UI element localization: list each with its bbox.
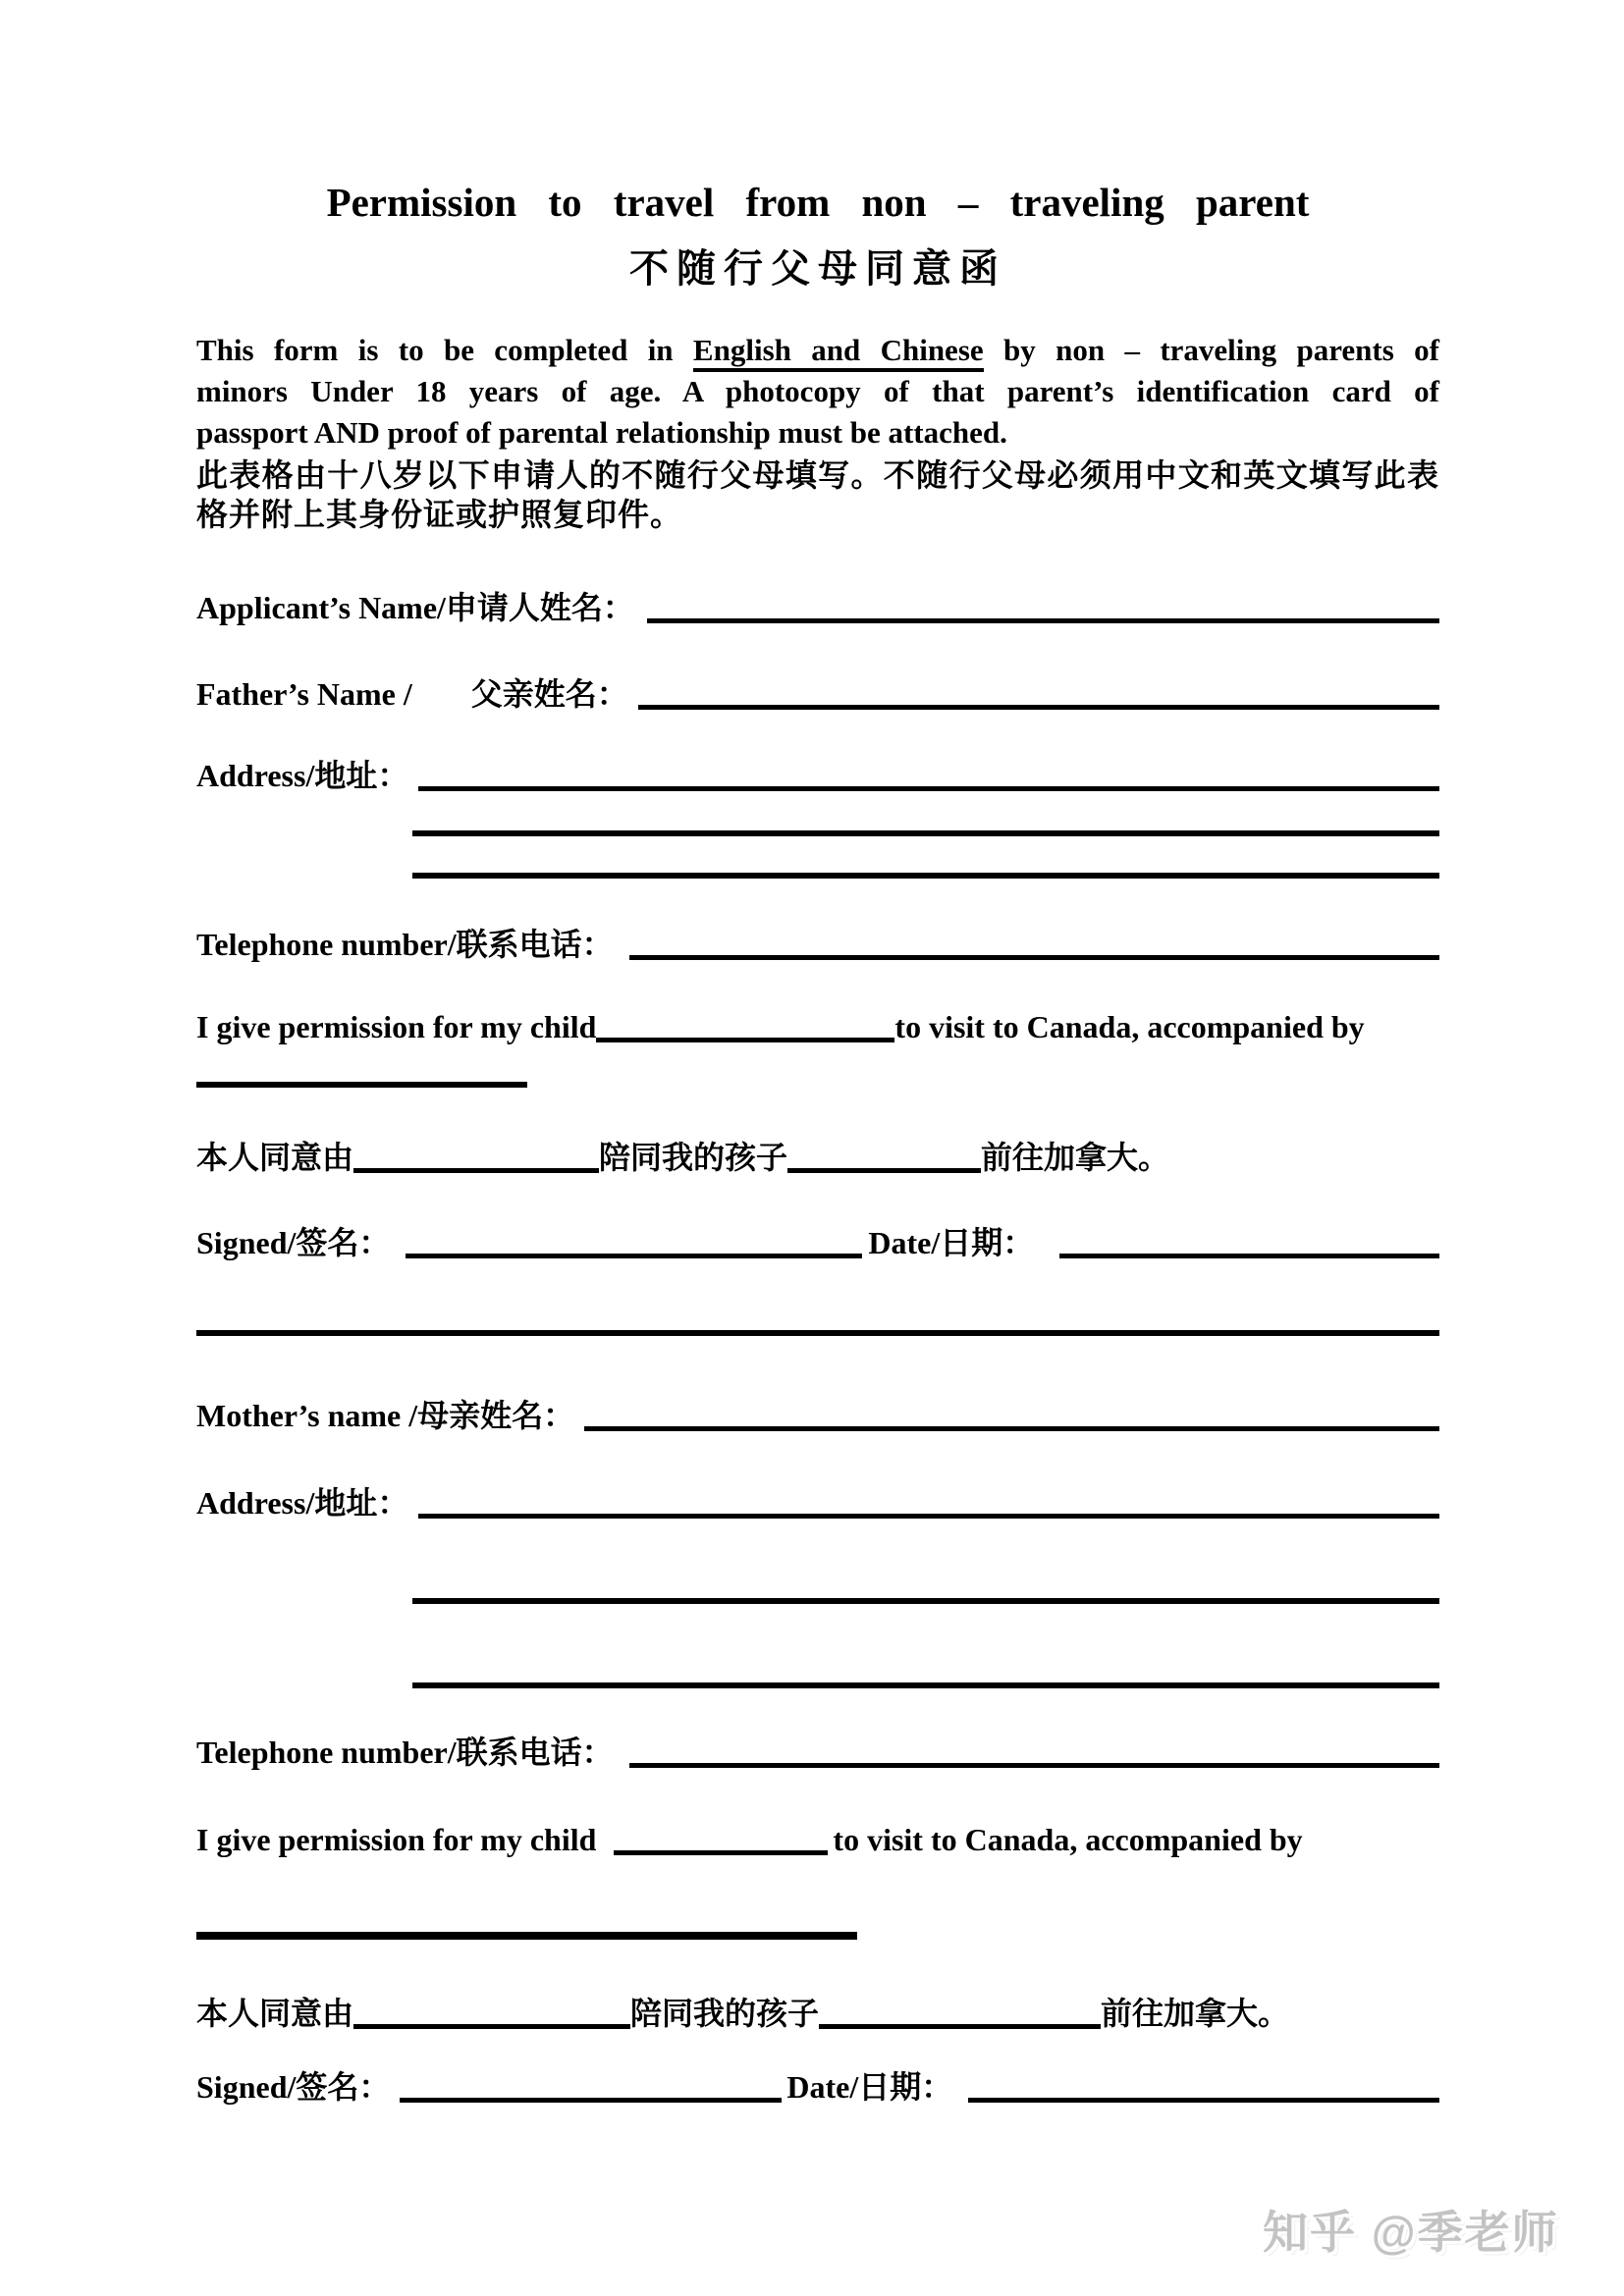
- mother-telephone-blank: [629, 1763, 1439, 1768]
- applicant-name-blank: [647, 618, 1439, 623]
- page-subtitle-cn: 不随行父母同意函: [629, 246, 1006, 291]
- father-consent-seg1: 本人同意由: [196, 1140, 354, 1175]
- mother-date-label: Date/日期：: [786, 2069, 953, 2105]
- mother-consent-seg2: 陪同我的孩子: [630, 1996, 820, 2031]
- mother-accompanier-blank: [196, 1932, 857, 1940]
- father-date-blank: [1059, 1254, 1439, 1258]
- section-divider: [196, 1330, 1439, 1336]
- mother-consent-seg3: 前往加拿大。: [1101, 1996, 1290, 2031]
- mother-address-blank-1: [418, 1514, 1439, 1519]
- father-telephone-label: Telephone number/联系电话：: [196, 927, 614, 962]
- father-name-blank: [638, 705, 1439, 710]
- page-title: Permission to travel from non – traveling parent: [326, 180, 1310, 225]
- father-address-blank-3: [412, 873, 1439, 879]
- father-name-label-cn: 父亲姓名：: [470, 676, 628, 712]
- mother-permission-post: to visit to Canada, accompanied by: [833, 1822, 1303, 1857]
- father-consent-blank-2: [787, 1168, 981, 1173]
- father-address-blank-2: [412, 830, 1439, 836]
- mother-consent-blank-1: [353, 2024, 630, 2029]
- father-signed-label: Signed/签名：: [196, 1225, 391, 1260]
- father-permission-pre: I give permission for my child: [196, 1009, 597, 1044]
- father-address-label: Address/地址：: [196, 758, 409, 793]
- intro-en-line1-underlined: English and Chinese: [693, 333, 984, 372]
- father-telephone-row: [196, 909, 1439, 960]
- father-signed-row: [196, 1207, 1439, 1258]
- father-child-name-blank: [596, 1038, 894, 1042]
- mother-name-label: Mother’s name /母亲姓名：: [196, 1398, 575, 1433]
- mother-consent-cn-row: [196, 1978, 1439, 2029]
- father-date-label: Date/日期：: [868, 1225, 1035, 1260]
- father-accompanier-blank: [196, 1082, 527, 1088]
- father-permission-row: [196, 991, 1439, 1042]
- intro-en-line2: minors Under 18 years of age. A photocopy of that parent’s identification card of: [196, 374, 1439, 408]
- mother-permission-row: [196, 1804, 1439, 1855]
- mother-signed-row: [196, 2052, 1439, 2103]
- intro-en-line1: [196, 330, 1439, 371]
- mother-telephone-row: [196, 1717, 1439, 1768]
- father-signature-blank: [406, 1254, 862, 1258]
- mother-signed-label: Signed/签名：: [196, 2069, 391, 2105]
- mother-address-blank-3: [412, 1682, 1439, 1688]
- intro-paragraph-en: [196, 330, 1439, 454]
- father-consent-seg3: 前往加拿大。: [981, 1140, 1170, 1175]
- father-telephone-blank: [629, 955, 1439, 960]
- intro-paragraph-cn: [196, 455, 1439, 534]
- intro-cn-line2: 格并附上其身份证或护照复印件。: [196, 497, 683, 532]
- mother-child-name-blank: [614, 1850, 828, 1855]
- mother-permission-pre: I give permission for my child: [196, 1822, 597, 1857]
- mother-consent-seg1: 本人同意由: [196, 1996, 354, 2031]
- mother-address-label: Address/地址：: [196, 1485, 409, 1521]
- mother-address-row: [196, 1468, 1439, 1519]
- mother-signature-blank: [400, 2098, 782, 2103]
- applicant-name-row: [196, 572, 1439, 623]
- mother-name-blank: [584, 1426, 1439, 1431]
- father-consent-cn-row: [196, 1122, 1439, 1173]
- father-consent-blank-1: [353, 1168, 599, 1173]
- father-name-row: [196, 659, 1439, 710]
- intro-en-line1-pre: This form is to be completed in: [196, 333, 693, 367]
- mother-consent-blank-2: [819, 2024, 1101, 2029]
- zhihu-watermark: 知乎 @季老师: [1263, 2207, 1559, 2258]
- intro-en-line3: passport AND proof of parental relationship must be attached.: [196, 415, 1007, 450]
- intro-en-line1-post: by non – traveling parents of: [983, 333, 1439, 367]
- intro-cn-line1: 此表格由十八岁以下申请人的不随行父母填写。不随行父母必须用中文和英文填写此表: [196, 457, 1439, 493]
- father-consent-seg2: 陪同我的孩子: [599, 1140, 788, 1175]
- mother-address-blank-2: [412, 1598, 1439, 1604]
- father-address-blank-1: [418, 786, 1439, 791]
- father-permission-post: to visit to Canada, accompanied by: [894, 1009, 1365, 1044]
- mother-date-blank: [968, 2098, 1439, 2103]
- father-address-row: [196, 740, 1439, 791]
- applicant-name-label: Applicant’s Name/申请人姓名：: [196, 590, 634, 625]
- mother-name-row: [196, 1380, 1439, 1431]
- father-name-label-en: Father’s Name /: [196, 676, 412, 712]
- mother-telephone-label: Telephone number/联系电话：: [196, 1735, 614, 1770]
